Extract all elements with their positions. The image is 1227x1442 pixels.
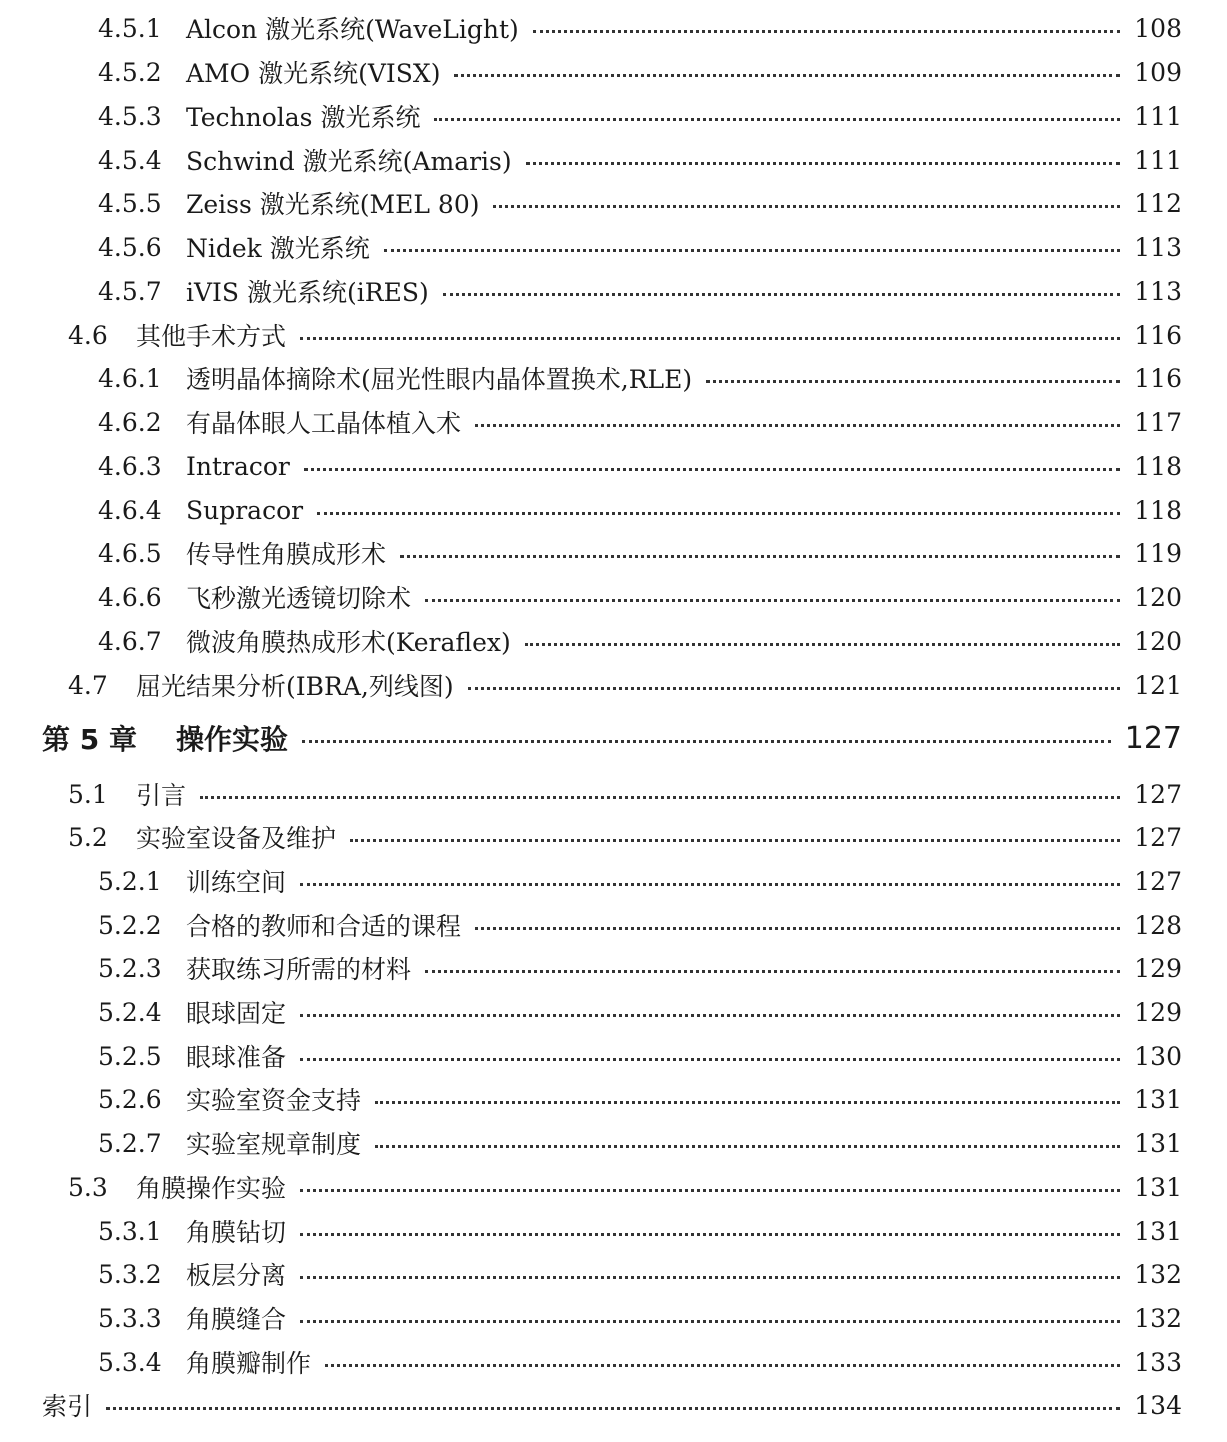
toc-entry[interactable] — [0, 774, 1182, 814]
section-title: Alcon 激光系统(WaveLight) — [186, 15, 519, 44]
section-title: 训练空间 — [186, 868, 287, 897]
section-number: 4.6.2 — [98, 407, 162, 437]
toc-entry[interactable] — [0, 271, 1182, 311]
section-title: 实验室设备及维护 — [136, 824, 337, 853]
toc-entry[interactable] — [0, 1079, 1182, 1119]
dot-leader — [300, 1233, 1120, 1236]
dot-leader — [468, 687, 1121, 690]
dot-leader — [375, 1101, 1120, 1104]
section-title: 有晶体眼人工晶体植入术 — [186, 409, 462, 438]
toc-entry[interactable] — [0, 1298, 1182, 1338]
page-number: 120 — [1134, 626, 1182, 656]
page-number: 111 — [1134, 101, 1182, 131]
section-number: 4.5.6 — [98, 232, 162, 262]
toc-entry[interactable] — [0, 446, 1182, 486]
dot-leader — [434, 118, 1120, 121]
dot-leader — [106, 1407, 1120, 1410]
toc-entry[interactable] — [0, 1167, 1182, 1207]
section-number: 5.3.4 — [98, 1347, 162, 1377]
section-number: 5.2.4 — [98, 997, 162, 1027]
section-title: iVIS 激光系统(iRES) — [186, 278, 429, 307]
dot-leader — [400, 555, 1120, 558]
section-title: Intracor — [186, 451, 290, 481]
section-number: 5.3 — [68, 1172, 108, 1202]
toc-entry[interactable] — [0, 1211, 1182, 1251]
page-number: 127 — [1134, 779, 1182, 809]
section-number: 4.6 — [68, 320, 108, 350]
section-title: 角膜钻切 — [186, 1218, 287, 1247]
page-number: 127 — [1124, 720, 1182, 756]
dot-leader — [200, 796, 1120, 799]
toc-entry[interactable] — [0, 665, 1182, 705]
page-number: 127 — [1134, 866, 1182, 896]
page-number: 120 — [1134, 582, 1182, 612]
dot-leader — [300, 1189, 1120, 1192]
toc-entry[interactable] — [0, 96, 1182, 136]
page-number: 127 — [1134, 822, 1182, 852]
index-entry[interactable] — [0, 1385, 1182, 1425]
dot-leader — [425, 599, 1120, 602]
section-number: 5.2.2 — [98, 910, 162, 940]
section-number: 5.2.1 — [98, 866, 162, 896]
page-number: 111 — [1134, 145, 1182, 175]
dot-leader — [300, 1014, 1120, 1017]
page-number: 128 — [1134, 910, 1182, 940]
section-number: 4.6.6 — [98, 582, 162, 612]
page-number: 130 — [1134, 1041, 1182, 1071]
section-title: 操作实验 — [176, 723, 289, 756]
section-number: 4.6.3 — [98, 451, 162, 481]
section-title: AMO 激光系统(VISX) — [186, 59, 441, 88]
dot-leader — [475, 927, 1120, 930]
toc-entry[interactable] — [0, 183, 1182, 223]
section-number: 5.3.2 — [98, 1259, 162, 1289]
section-title: Nidek 激光系统 — [186, 234, 370, 263]
section-number: 4.5.5 — [98, 188, 162, 218]
toc-entry[interactable] — [0, 490, 1182, 530]
toc-entry[interactable] — [0, 140, 1182, 180]
section-title: 实验室规章制度 — [186, 1130, 362, 1159]
section-title: 获取练习所需的材料 — [186, 955, 412, 984]
dot-leader — [300, 337, 1120, 340]
toc-entry[interactable] — [0, 948, 1182, 988]
page-number: 113 — [1134, 232, 1182, 262]
dot-leader — [300, 1276, 1120, 1279]
dot-leader — [425, 970, 1120, 973]
dot-leader — [475, 424, 1120, 427]
dot-leader — [533, 30, 1121, 33]
section-number: 5.1 — [68, 779, 108, 809]
dot-leader — [493, 205, 1120, 208]
section-title: 传导性角膜成形术 — [186, 540, 387, 569]
toc-entry[interactable] — [0, 1342, 1182, 1382]
section-title: 实验室资金支持 — [186, 1086, 362, 1115]
page-number: 119 — [1134, 538, 1182, 568]
page-number: 129 — [1134, 997, 1182, 1027]
section-title: 角膜瓣制作 — [186, 1349, 312, 1378]
section-number: 5.3.3 — [98, 1303, 162, 1333]
toc-entry[interactable] — [0, 1254, 1182, 1294]
page-number: 117 — [1134, 407, 1182, 437]
section-title: 屈光结果分析(IBRA,列线图) — [136, 672, 454, 701]
page-number: 112 — [1134, 188, 1182, 218]
page-number: 131 — [1134, 1084, 1182, 1114]
section-title: 角膜缝合 — [186, 1305, 287, 1334]
page-number: 118 — [1134, 451, 1182, 481]
toc-entry[interactable] — [0, 1123, 1182, 1163]
dot-leader — [317, 512, 1120, 515]
toc-entry[interactable] — [0, 227, 1182, 267]
toc-entry[interactable] — [0, 1036, 1182, 1076]
section-number: 4.6.1 — [98, 363, 162, 393]
section-title: 索引 — [42, 1392, 93, 1421]
section-number: 5.3.1 — [98, 1216, 162, 1246]
dot-leader — [325, 1364, 1120, 1367]
toc-entry[interactable] — [0, 315, 1182, 355]
section-title: Supracor — [186, 495, 304, 525]
section-title: Technolas 激光系统 — [186, 103, 421, 132]
page-number: 132 — [1134, 1259, 1182, 1289]
section-title: 飞秒激光透镜切除术 — [186, 584, 412, 613]
section-title: 引言 — [136, 781, 187, 810]
section-title: Zeiss 激光系统(MEL 80) — [186, 190, 480, 219]
dot-leader — [302, 740, 1111, 743]
section-number: 4.5.7 — [98, 276, 162, 306]
dot-leader — [526, 162, 1121, 165]
dot-leader — [300, 1320, 1120, 1323]
dot-leader — [304, 468, 1120, 471]
toc-entry[interactable] — [0, 533, 1182, 573]
section-number: 4.7 — [68, 670, 108, 700]
toc-entry[interactable] — [0, 905, 1182, 945]
page-number: 132 — [1134, 1303, 1182, 1333]
dot-leader — [350, 839, 1120, 842]
section-title: 板层分离 — [186, 1261, 287, 1290]
dot-leader — [384, 249, 1121, 252]
section-number: 5.2.6 — [98, 1084, 162, 1114]
toc-entry[interactable] — [0, 621, 1182, 661]
section-title: 眼球准备 — [186, 1043, 287, 1072]
section-number: 5.2.5 — [98, 1041, 162, 1071]
section-title: 微波角膜热成形术(Keraflex) — [186, 628, 511, 657]
toc-entry[interactable] — [0, 358, 1182, 398]
toc-entry[interactable] — [0, 861, 1182, 901]
section-number: 5.2.3 — [98, 953, 162, 983]
page-number: 109 — [1134, 57, 1182, 87]
section-number: 5.2 — [68, 822, 108, 852]
dot-leader — [300, 883, 1120, 886]
section-number: 4.6.4 — [98, 495, 162, 525]
page-number: 129 — [1134, 953, 1182, 983]
section-number: 第 5 章 — [42, 723, 137, 756]
section-title: 透明晶体摘除术(屈光性眼内晶体置换术,RLE) — [186, 365, 693, 394]
dot-leader — [525, 643, 1121, 646]
page-number: 108 — [1134, 13, 1182, 43]
section-number: 4.5.2 — [98, 57, 162, 87]
section-number: 4.6.5 — [98, 538, 162, 568]
page-number: 131 — [1134, 1216, 1182, 1246]
page-number: 131 — [1134, 1172, 1182, 1202]
dot-leader — [375, 1145, 1120, 1148]
section-number: 4.6.7 — [98, 626, 162, 656]
toc-entry[interactable] — [0, 402, 1182, 442]
section-number: 4.5.4 — [98, 145, 162, 175]
dot-leader — [454, 74, 1120, 77]
section-number: 4.5.1 — [98, 13, 162, 43]
section-title: 其他手术方式 — [136, 322, 287, 351]
toc-entry[interactable] — [0, 577, 1182, 617]
dot-leader — [443, 293, 1121, 296]
chapter-entry[interactable] — [0, 718, 1182, 758]
page-number: 116 — [1134, 320, 1182, 350]
page-number: 116 — [1134, 363, 1182, 393]
page-number: 118 — [1134, 495, 1182, 525]
page-number: 131 — [1134, 1128, 1182, 1158]
toc-entry[interactable] — [0, 992, 1182, 1032]
toc-entry[interactable] — [0, 52, 1182, 92]
page-number: 133 — [1134, 1347, 1182, 1377]
section-title: 角膜操作实验 — [136, 1174, 287, 1203]
section-number: 4.5.3 — [98, 101, 162, 131]
section-number: 5.2.7 — [98, 1128, 162, 1158]
page-number: 121 — [1134, 670, 1182, 700]
dot-leader — [300, 1058, 1120, 1061]
section-title: 眼球固定 — [186, 999, 287, 1028]
dot-leader — [706, 380, 1120, 383]
section-title: 合格的教师和合适的课程 — [186, 912, 462, 941]
toc-entry[interactable] — [0, 8, 1182, 48]
section-title: Schwind 激光系统(Amaris) — [186, 147, 512, 176]
page-number: 113 — [1134, 276, 1182, 306]
toc-entry[interactable] — [0, 817, 1182, 857]
page-number: 134 — [1134, 1390, 1182, 1420]
